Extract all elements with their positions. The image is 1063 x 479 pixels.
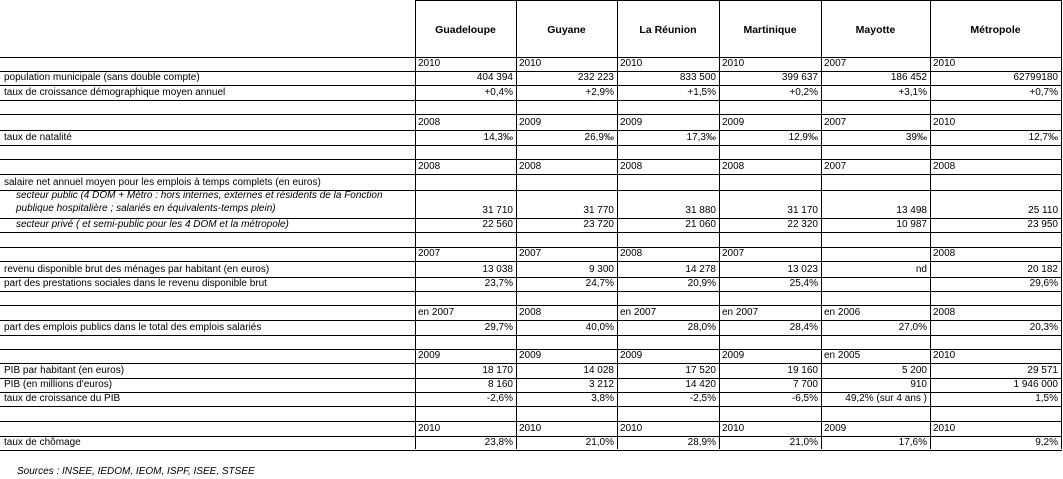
- value-cell: 7 700: [792, 379, 818, 390]
- year-cell: 2008: [418, 117, 441, 128]
- year-cell: 2009: [620, 350, 643, 361]
- row-border: [0, 421, 1062, 422]
- value-cell: 20 182: [1027, 264, 1058, 275]
- value-cell: +3,1%: [898, 87, 927, 98]
- row-border: [0, 261, 1062, 262]
- value-cell: 13 498: [896, 205, 927, 216]
- value-cell: 232 223: [577, 72, 614, 83]
- value-cell: 12,9‰: [788, 132, 818, 143]
- column-border: [617, 0, 618, 449]
- year-cell: 2010: [418, 58, 441, 69]
- value-cell: 28,4%: [789, 322, 818, 333]
- row-border: [0, 277, 1062, 278]
- row-border: [0, 349, 1062, 350]
- value-cell: 27,0%: [898, 322, 927, 333]
- year-cell: en 2007: [722, 307, 759, 318]
- column-header-5: Métropole: [970, 24, 1021, 36]
- year-row: [0, 117, 1063, 129]
- value-cell: 13 023: [787, 264, 818, 275]
- year-row: [0, 307, 1063, 319]
- value-cell: 10 987: [896, 219, 927, 230]
- year-cell: en 2007: [418, 307, 455, 318]
- year-cell: 2009: [722, 117, 745, 128]
- value-cell: 404 394: [476, 72, 513, 83]
- row-border: [0, 363, 1062, 364]
- table-row: [0, 437, 1063, 449]
- year-cell: en 2007: [620, 307, 657, 318]
- year-row: [0, 350, 1063, 362]
- row-border: [0, 392, 1062, 393]
- year-cell: 2008: [722, 161, 745, 172]
- column-header-4: Mayotte: [855, 24, 896, 36]
- value-cell: nd: [915, 264, 927, 275]
- row-border: [0, 436, 1062, 437]
- year-cell: 2010: [933, 350, 956, 361]
- row-border: [0, 114, 1062, 115]
- row-border: [0, 378, 1062, 379]
- year-cell: 2009: [722, 350, 745, 361]
- year-cell: 2008: [933, 248, 956, 259]
- value-cell: 1,5%: [1035, 393, 1058, 404]
- row-border: [0, 190, 1062, 191]
- value-cell: 8 160: [487, 379, 513, 390]
- year-cell: 2010: [933, 117, 956, 128]
- row-label: taux de croissance démographique moyen annuel: [4, 87, 226, 98]
- row-border: [0, 291, 1062, 292]
- year-cell: 2007: [824, 58, 847, 69]
- row-label: part des prestations sociales dans le revenu disponible brut: [4, 278, 267, 289]
- top-border: [415, 0, 1061, 1]
- value-cell: -2,6%: [486, 393, 513, 404]
- value-cell: 28,0%: [687, 322, 716, 333]
- year-cell: 2010: [620, 423, 643, 434]
- value-cell: 39‰: [905, 132, 927, 143]
- value-cell: 13 038: [482, 264, 513, 275]
- value-cell: +1,5%: [687, 87, 716, 98]
- value-cell: 49,2% (sur 4 ans ): [845, 393, 927, 404]
- value-cell: 31 710: [482, 205, 513, 216]
- value-cell: 29 571: [1027, 365, 1058, 376]
- sources-note: Sources : INSEE, IEDOM, IEOM, ISPF, ISEE, STSEE: [17, 466, 255, 477]
- value-cell: 3,8%: [591, 393, 614, 404]
- table-row: [0, 365, 1063, 377]
- column-header-3: Martinique: [743, 24, 797, 36]
- value-cell: 31 170: [787, 205, 818, 216]
- value-cell: 12,7‰: [1028, 132, 1058, 143]
- value-cell: +0,7%: [1029, 87, 1058, 98]
- row-label: part des emplois publics dans le total des emplois salariés: [4, 322, 262, 333]
- column-border: [719, 0, 720, 449]
- value-cell: 18 170: [482, 365, 513, 376]
- value-cell: 1 946 000: [1013, 379, 1058, 390]
- value-cell: 23,7%: [484, 278, 513, 289]
- year-cell: 2008: [620, 248, 643, 259]
- column-header-0: Guadeloupe: [435, 24, 496, 36]
- table-row: [0, 132, 1063, 144]
- value-cell: 910: [910, 379, 927, 390]
- year-cell: 2010: [620, 58, 643, 69]
- row-border: [0, 100, 1062, 101]
- year-cell: 2008: [418, 161, 441, 172]
- value-cell: 29,6%: [1029, 278, 1058, 289]
- row-label: taux de natalité: [4, 132, 72, 143]
- column-header-2: La Réunion: [639, 24, 697, 36]
- row-label: population municipale (sans double compte): [4, 72, 200, 83]
- value-cell: 14 028: [583, 365, 614, 376]
- row-border: [0, 174, 1062, 175]
- row-label: PIB par habitant (en euros): [4, 365, 125, 376]
- value-cell: -2,5%: [689, 393, 716, 404]
- year-cell: en 2005: [824, 350, 861, 361]
- value-cell: 62799180: [1013, 72, 1058, 83]
- year-cell: 2009: [418, 350, 441, 361]
- column-border: [1061, 0, 1062, 449]
- row-border: [0, 159, 1062, 160]
- value-cell: 25 110: [1028, 205, 1058, 216]
- value-cell: +2,9%: [585, 87, 614, 98]
- row-border: [0, 450, 1062, 451]
- value-cell: +0,4%: [484, 87, 513, 98]
- table-row: [0, 177, 1063, 189]
- year-cell: 2008: [519, 307, 542, 318]
- value-cell: 21,0%: [585, 437, 614, 448]
- row-label: taux de croissance du PIB: [4, 393, 121, 404]
- value-cell: 22 320: [787, 219, 818, 230]
- year-cell: 2010: [418, 423, 441, 434]
- value-cell: -6,5%: [791, 393, 818, 404]
- value-cell: 21,0%: [789, 437, 818, 448]
- year-cell: 2008: [519, 161, 542, 172]
- value-cell: 24,7%: [585, 278, 614, 289]
- row-border: [0, 71, 1062, 72]
- value-cell: 14 420: [685, 379, 716, 390]
- value-cell: 9 300: [588, 264, 614, 275]
- row-label: taux de chômage: [4, 437, 81, 448]
- year-cell: 2007: [824, 117, 847, 128]
- table-row: [0, 72, 1063, 84]
- row-label-continued: publique hospitalière ; salariés en équivalents-temps plein): [16, 203, 276, 214]
- column-header-row: [0, 2, 1063, 56]
- value-cell: 26,9‰: [584, 132, 614, 143]
- year-cell: 2009: [824, 423, 847, 434]
- table-row: [0, 264, 1063, 276]
- value-cell: +0,2%: [789, 87, 818, 98]
- table-row: [0, 190, 1063, 217]
- value-cell: 3 212: [588, 379, 614, 390]
- year-cell: 2010: [722, 58, 745, 69]
- value-cell: 17,3‰: [686, 132, 716, 143]
- row-label: secteur public (4 DOM + Métro : hors internes, externes et résidents de la Fonction: [16, 190, 383, 201]
- row-border: [0, 247, 1062, 248]
- value-cell: 23 720: [583, 219, 614, 230]
- row-border: [0, 406, 1062, 407]
- value-cell: 25,4%: [789, 278, 818, 289]
- column-border: [821, 0, 822, 449]
- value-cell: 28,9%: [687, 437, 716, 448]
- value-cell: 31 880: [685, 205, 716, 216]
- row-label: salaire net annuel moyen pour les emplois à temps complets (en euros): [4, 177, 321, 188]
- value-cell: 21 060: [685, 219, 716, 230]
- year-cell: 2009: [519, 117, 542, 128]
- value-cell: 5 200: [901, 365, 927, 376]
- column-border: [415, 0, 416, 449]
- value-cell: 17 520: [685, 365, 716, 376]
- year-cell: 2009: [519, 350, 542, 361]
- table-row: [0, 379, 1063, 391]
- year-cell: 2010: [722, 423, 745, 434]
- value-cell: 20,3%: [1029, 322, 1058, 333]
- year-row: [0, 161, 1063, 173]
- value-cell: 31 770: [583, 205, 614, 216]
- year-cell: 2007: [519, 248, 542, 259]
- value-cell: 833 500: [679, 72, 716, 83]
- year-row: [0, 423, 1063, 435]
- row-border: [0, 232, 1062, 233]
- blank-row: [0, 336, 1063, 348]
- row-label: PIB (en millions d'euros): [4, 379, 113, 390]
- year-cell: 2008: [933, 307, 956, 318]
- value-cell: 22 560: [482, 219, 513, 230]
- year-cell: 2007: [722, 248, 745, 259]
- value-cell: 399 637: [781, 72, 818, 83]
- row-label: secteur privé ( et semi-public pour les 4 DOM et la métropole): [16, 219, 289, 230]
- table-row: [0, 87, 1063, 99]
- table-row: [0, 278, 1063, 290]
- row-border: [0, 85, 1062, 86]
- year-cell: en 2006: [824, 307, 861, 318]
- value-cell: 23,8%: [484, 437, 513, 448]
- year-row: [0, 58, 1063, 70]
- row-border: [0, 57, 1062, 58]
- year-row: [0, 248, 1063, 260]
- row-border: [0, 130, 1062, 131]
- year-cell: 2009: [620, 117, 643, 128]
- blank-row: [0, 146, 1063, 158]
- year-cell: 2007: [418, 248, 441, 259]
- column-header-1: Guyane: [547, 24, 586, 36]
- value-cell: 19 160: [787, 365, 818, 376]
- blank-row: [0, 408, 1063, 420]
- table-row: [0, 219, 1063, 231]
- row-label: revenu disponible brut des ménages par habitant (en euros): [4, 264, 270, 275]
- year-cell: 2008: [620, 161, 643, 172]
- year-cell: 2008: [933, 161, 956, 172]
- value-cell: 17,6%: [898, 437, 927, 448]
- value-cell: 186 452: [890, 72, 927, 83]
- value-cell: 14,3‰: [483, 132, 513, 143]
- value-cell: 40,0%: [585, 322, 614, 333]
- value-cell: 9,2%: [1035, 437, 1058, 448]
- column-border: [516, 0, 517, 449]
- row-border: [0, 218, 1062, 219]
- column-border: [930, 0, 931, 449]
- year-cell: 2010: [933, 423, 956, 434]
- table-row: [0, 322, 1063, 334]
- row-border: [0, 305, 1062, 306]
- row-border: [0, 335, 1062, 336]
- row-border: [0, 320, 1062, 321]
- value-cell: 14 278: [685, 264, 716, 275]
- row-border: [0, 145, 1062, 146]
- blank-row: [0, 234, 1063, 246]
- blank-row: [0, 101, 1063, 113]
- year-cell: 2007: [824, 161, 847, 172]
- table-row: [0, 393, 1063, 405]
- value-cell: 29,7%: [484, 322, 513, 333]
- year-cell: 2010: [933, 58, 956, 69]
- blank-row: [0, 292, 1063, 304]
- value-cell: 20,9%: [687, 278, 716, 289]
- year-cell: 2010: [519, 58, 542, 69]
- value-cell: 23 950: [1027, 219, 1058, 230]
- year-cell: 2010: [519, 423, 542, 434]
